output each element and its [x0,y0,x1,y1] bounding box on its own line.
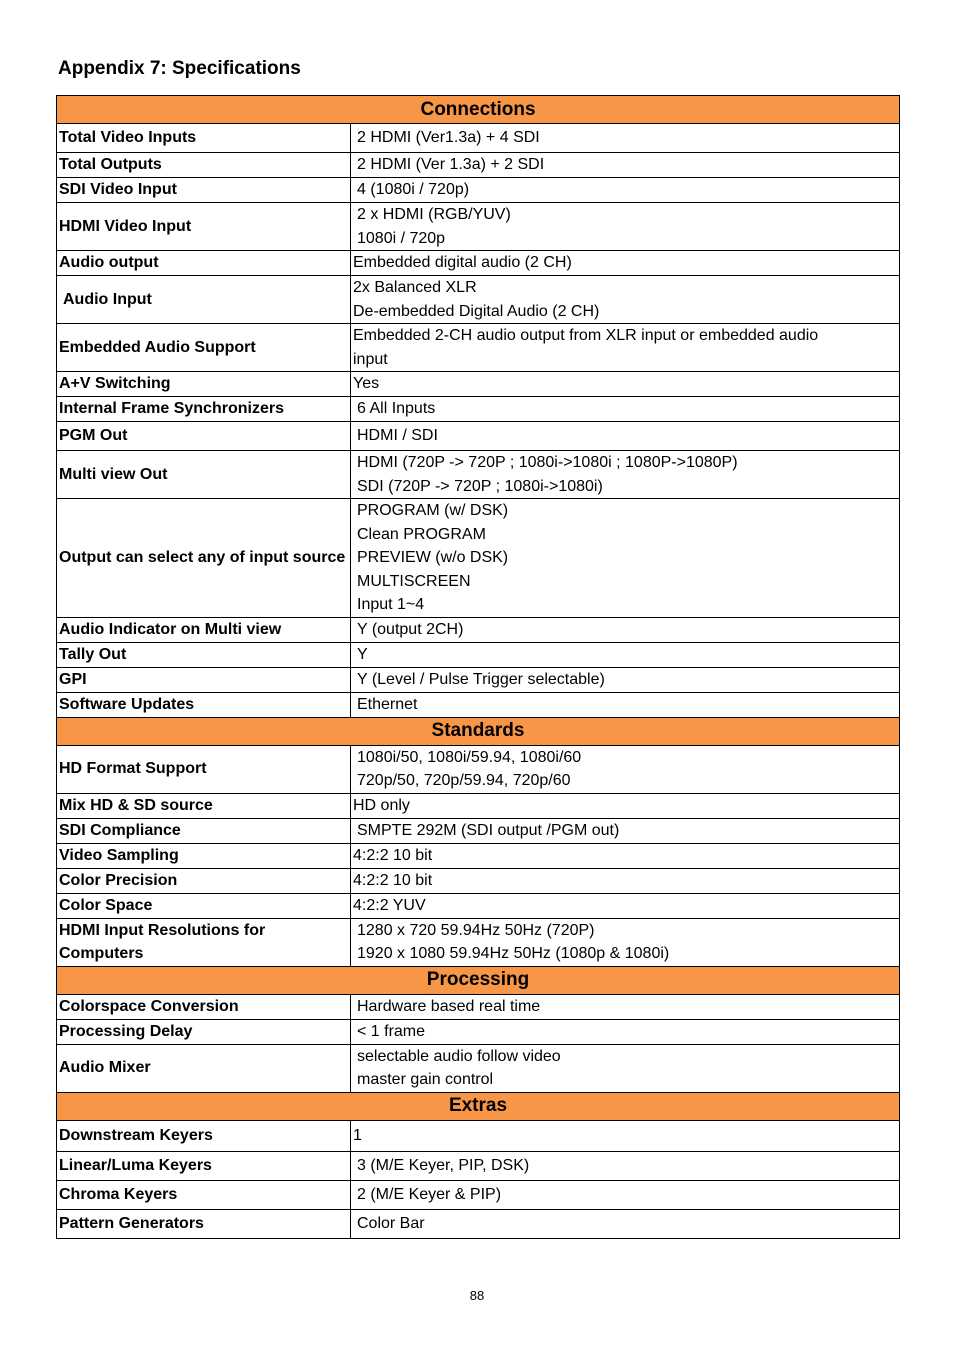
spec-value-line: 4 (1080i / 720p) [357,181,470,199]
spec-value-line: Y [357,645,368,663]
spec-label: Audio Mixer [57,1044,351,1092]
spec-value [351,153,900,178]
table-row [57,499,900,618]
spec-value [351,994,900,1019]
spec-value [351,203,900,251]
spec-value [351,793,900,818]
spec-value-line: SMPTE 292M (SDI output /PGM out) [357,821,620,839]
spec-value-line: SDI (720P -> 720P ; 1080i->1080i) [357,477,603,495]
spec-label: Mix HD & SD source [57,793,351,818]
spec-value [351,276,900,324]
spec-value [351,1209,900,1238]
spec-value-line: selectable audio follow video [357,1047,561,1065]
spec-value-line: 2x Balanced XLR [353,279,477,296]
spec-value-line: 4:2:2 10 bit [353,871,433,889]
spec-value-line: HDMI (720P -> 720P ; 1080i->1080i ; 1080P->1080P) [357,454,738,471]
table-row [57,793,900,818]
spec-label: Embedded Audio Support [57,324,351,372]
spec-value-line: 1080i/50, 1080i/59.94, 1080i/60 [357,748,582,766]
section-header: Connections [57,96,900,124]
spec-value-line: 1080i / 720p [357,229,446,247]
spec-label: Color Precision [57,868,351,893]
section-header-row [57,1092,900,1120]
spec-value [351,251,900,276]
spec-value-line: 3 (M/E Keyer, PIP, DSK) [357,1156,530,1174]
spec-label: Audio output [57,251,351,276]
spec-label: Total Video Inputs [57,124,351,153]
spec-label: PGM Out [57,422,351,451]
table-row [57,324,900,372]
table-row [57,642,900,667]
table-row [57,667,900,692]
table-row [57,918,900,966]
spec-label: A+V Switching [57,372,351,397]
spec-label: HDMI Video Input [57,203,351,251]
spec-value-line: Hardware based real time [357,997,541,1015]
spec-value-line: 2 HDMI (Ver1.3a) + 4 SDI [357,129,540,147]
table-row [57,1209,900,1238]
spec-value-line: 1 [353,1126,362,1144]
spec-value-line: 720p/50, 720p/59.94, 720p/60 [357,772,571,789]
spec-value [351,1019,900,1044]
section-header: Standards [57,717,900,745]
spec-label: HD Format Support [57,745,351,793]
table-row [57,124,900,153]
spec-label: Color Space [57,893,351,918]
spec-value [351,667,900,692]
spec-value [351,324,900,372]
spec-value [351,642,900,667]
section-header-row [57,717,900,745]
section-header: Processing [57,966,900,994]
table-row [57,994,900,1019]
spec-value [351,692,900,717]
spec-value-line: Embedded digital audio (2 CH) [353,254,572,272]
spec-value-line: Y (output 2CH) [357,620,464,638]
table-row [57,422,900,451]
spec-value-line: 1920 x 1080 59.94Hz 50Hz (1080p & 1080i) [357,945,670,962]
spec-value-line: < 1 frame [357,1022,426,1040]
spec-value [351,745,900,793]
spec-value [351,1044,900,1092]
spec-label: Audio Indicator on Multi view [57,617,351,642]
spec-label: Software Updates [57,692,351,717]
spec-value-line: 4:2:2 YUV [353,896,426,914]
spec-value-line: 1280 x 720 59.94Hz 50Hz (720P) [357,921,595,939]
spec-value-line: De-embedded Digital Audio (2 CH) [353,302,600,320]
spec-value-line: 2 x HDMI (RGB/YUV) [357,206,511,223]
spec-label: HDMI Input Resolutions for Computers [57,918,351,966]
spec-value-line: 2 HDMI (Ver 1.3a) + 2 SDI [357,156,545,174]
spec-label: Total Outputs [57,153,351,178]
spec-label: Pattern Generators [57,1209,351,1238]
table-row [57,372,900,397]
spec-value-line: 6 All Inputs [357,400,436,418]
spec-value-line: MULTISCREEN [357,572,471,590]
spec-value-line: Yes [353,375,380,393]
spec-value [351,1120,900,1151]
spec-value-line: PROGRAM (w/ DSK) [357,502,509,519]
spec-value [351,124,900,153]
spec-value [351,178,900,203]
spec-value-line: Y (Level / Pulse Trigger selectable) [357,670,605,688]
table-row [57,1044,900,1092]
spec-label: SDI Video Input [57,178,351,203]
table-row [57,1180,900,1209]
table-row [57,1151,900,1180]
spec-value-line: PREVIEW (w/o DSK) [357,549,509,566]
page-title: Appendix 7: Specifications [58,58,301,79]
table-row [57,818,900,843]
spec-value-line: master gain control [357,1071,494,1088]
spec-label: Audio Input [57,276,351,324]
spec-label: Chroma Keyers [57,1180,351,1209]
table-row [57,178,900,203]
table-row [57,451,900,499]
spec-value [351,918,900,966]
table-row [57,276,900,324]
spec-value [351,451,900,499]
spec-label: GPI [57,667,351,692]
table-row [57,153,900,178]
table-row [57,203,900,251]
table-row [57,617,900,642]
spec-label: Multi view Out [57,451,351,499]
spec-value-line: Color Bar [357,1214,425,1232]
spec-label: Video Sampling [57,843,351,868]
table-row [57,745,900,793]
table-row [57,868,900,893]
spec-value [351,1151,900,1180]
spec-value [351,1180,900,1209]
section-header-row [57,966,900,994]
spec-label: Downstream Keyers [57,1120,351,1151]
spec-label: SDI Compliance [57,818,351,843]
spec-value [351,422,900,451]
table-row [57,893,900,918]
spec-label: Tally Out [57,642,351,667]
spec-value-line: HDMI / SDI [357,427,438,445]
spec-value-line: Embedded 2-CH audio output from XLR input or embedded audio [353,327,819,344]
spec-value [351,893,900,918]
spec-value-line: input [353,350,388,368]
spec-value-line: Input 1~4 [357,596,425,613]
spec-value [351,843,900,868]
section-header-row [57,96,900,124]
spec-label: Processing Delay [57,1019,351,1044]
spec-label: Linear/Luma Keyers [57,1151,351,1180]
spec-value-line: HD only [353,796,410,814]
table-row [57,692,900,717]
page-number: 88 [469,1288,485,1303]
spec-value-line: 4:2:2 10 bit [353,846,433,864]
section-header: Extras [57,1092,900,1120]
spec-value-line: Ethernet [357,695,418,713]
spec-label: Colorspace Conversion [57,994,351,1019]
spec-value [351,818,900,843]
spec-value [351,617,900,642]
spec-value [351,397,900,422]
table-row [57,397,900,422]
table-row [57,1120,900,1151]
spec-value [351,372,900,397]
spec-value [351,868,900,893]
spec-value-line: 2 (M/E Keyer & PIP) [357,1185,502,1203]
spec-value-line: Clean PROGRAM [357,525,486,543]
specifications-table [56,95,900,1239]
table-row [57,1019,900,1044]
spec-value [351,499,900,618]
table-row [57,843,900,868]
table-row [57,251,900,276]
spec-label: Output can select any of input source [57,499,351,618]
spec-label: Internal Frame Synchronizers [57,397,351,422]
